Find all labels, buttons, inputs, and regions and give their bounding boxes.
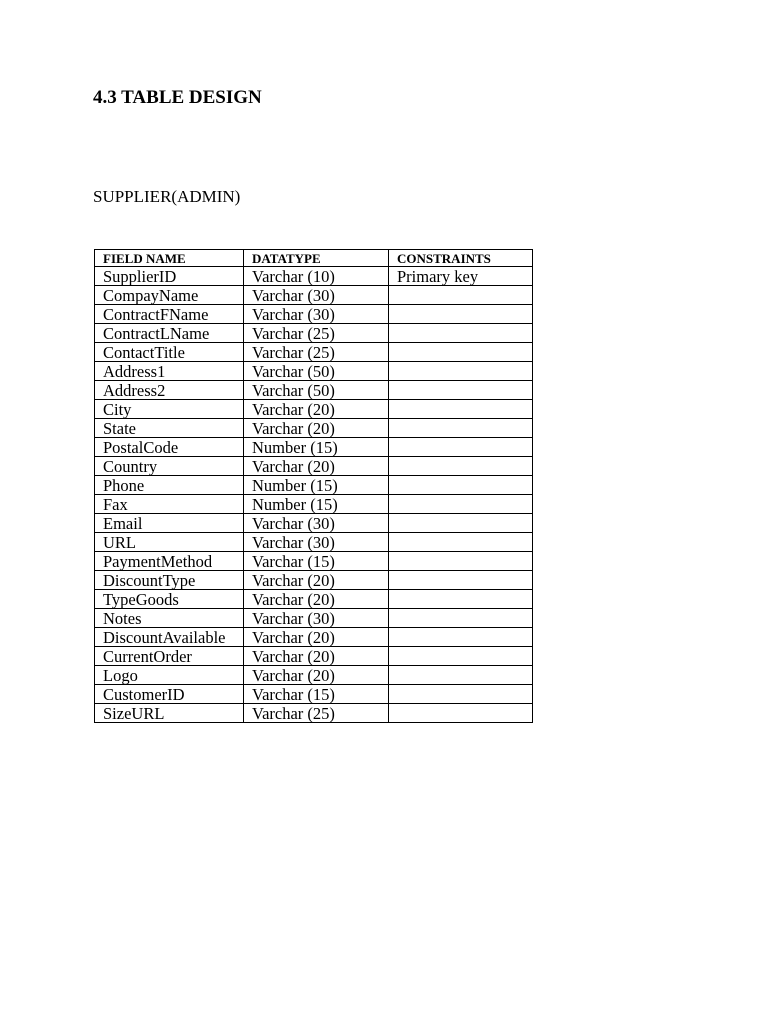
field-name-cell: PostalCode [95, 438, 244, 457]
datatype-cell: Varchar (30) [244, 305, 389, 324]
datatype-cell: Varchar (30) [244, 609, 389, 628]
field-name-cell: Country [95, 457, 244, 476]
datatype-cell: Varchar (30) [244, 533, 389, 552]
supplier-table [94, 249, 533, 723]
table-row [95, 552, 533, 571]
datatype-cell: Varchar (20) [244, 590, 389, 609]
table-row [95, 438, 533, 457]
field-name-cell: CompayName [95, 286, 244, 305]
constraint-cell [389, 286, 533, 305]
field-name-cell: DiscountAvailable [95, 628, 244, 647]
table-header-row [95, 250, 533, 267]
table-row [95, 609, 533, 628]
field-name-cell: CurrentOrder [95, 647, 244, 666]
constraint-cell [389, 647, 533, 666]
datatype-cell: Varchar (20) [244, 571, 389, 590]
header-constraints: CONSTRAINTS [389, 250, 533, 267]
field-name-cell: ContractLName [95, 324, 244, 343]
table-row [95, 476, 533, 495]
table-row [95, 324, 533, 343]
datatype-cell: Varchar (15) [244, 552, 389, 571]
field-name-cell: Notes [95, 609, 244, 628]
datatype-cell: Varchar (20) [244, 628, 389, 647]
table-row [95, 381, 533, 400]
datatype-cell: Varchar (50) [244, 381, 389, 400]
table-row [95, 628, 533, 647]
table-row [95, 362, 533, 381]
constraint-cell [389, 381, 533, 400]
datatype-cell: Varchar (30) [244, 514, 389, 533]
table-caption: SUPPLIER(ADMIN) [93, 187, 241, 206]
field-name-cell: DiscountType [95, 571, 244, 590]
field-name-cell: State [95, 419, 244, 438]
constraint-cell [389, 305, 533, 324]
datatype-cell: Varchar (25) [244, 324, 389, 343]
constraint-cell: Primary key [389, 267, 533, 286]
table-row [95, 267, 533, 286]
table-row [95, 305, 533, 324]
header-field-name: FIELD NAME [95, 250, 244, 267]
table-row [95, 704, 533, 723]
header-datatype: DATATYPE [244, 250, 389, 267]
field-name-cell: URL [95, 533, 244, 552]
datatype-cell: Varchar (50) [244, 362, 389, 381]
field-name-cell: Address2 [95, 381, 244, 400]
constraint-cell [389, 571, 533, 590]
table-row [95, 419, 533, 438]
field-name-cell: ContractFName [95, 305, 244, 324]
table-row [95, 685, 533, 704]
constraint-cell [389, 685, 533, 704]
datatype-cell: Number (15) [244, 476, 389, 495]
datatype-cell: Varchar (20) [244, 457, 389, 476]
constraint-cell [389, 609, 533, 628]
table-row [95, 647, 533, 666]
datatype-cell: Number (15) [244, 438, 389, 457]
datatype-cell: Varchar (10) [244, 267, 389, 286]
field-name-cell: Fax [95, 495, 244, 514]
field-name-cell: PaymentMethod [95, 552, 244, 571]
table-row [95, 514, 533, 533]
section-heading: 4.3 TABLE DESIGN [93, 87, 262, 108]
table-row [95, 495, 533, 514]
constraint-cell [389, 552, 533, 571]
field-name-cell: CustomerID [95, 685, 244, 704]
field-name-cell: Address1 [95, 362, 244, 381]
constraint-cell [389, 419, 533, 438]
constraint-cell [389, 704, 533, 723]
datatype-cell: Number (15) [244, 495, 389, 514]
table-row [95, 343, 533, 362]
constraint-cell [389, 362, 533, 381]
table-row [95, 590, 533, 609]
field-name-cell: City [95, 400, 244, 419]
constraint-cell [389, 628, 533, 647]
datatype-cell: Varchar (20) [244, 666, 389, 685]
constraint-cell [389, 533, 533, 552]
constraint-cell [389, 438, 533, 457]
constraint-cell [389, 324, 533, 343]
constraint-cell [389, 400, 533, 419]
constraint-cell [389, 476, 533, 495]
constraint-cell [389, 590, 533, 609]
datatype-cell: Varchar (20) [244, 400, 389, 419]
field-name-cell: Logo [95, 666, 244, 685]
table-row [95, 666, 533, 685]
constraint-cell [389, 495, 533, 514]
constraint-cell [389, 457, 533, 476]
constraint-cell [389, 666, 533, 685]
table-row [95, 457, 533, 476]
datatype-cell: Varchar (20) [244, 419, 389, 438]
field-name-cell: ContactTitle [95, 343, 244, 362]
datatype-cell: Varchar (20) [244, 647, 389, 666]
table-row [95, 286, 533, 305]
constraint-cell [389, 514, 533, 533]
datatype-cell: Varchar (25) [244, 704, 389, 723]
datatype-cell: Varchar (15) [244, 685, 389, 704]
table-row [95, 533, 533, 552]
field-name-cell: SupplierID [95, 267, 244, 286]
field-name-cell: Phone [95, 476, 244, 495]
table-row [95, 571, 533, 590]
datatype-cell: Varchar (30) [244, 286, 389, 305]
datatype-cell: Varchar (25) [244, 343, 389, 362]
field-name-cell: Email [95, 514, 244, 533]
field-name-cell: TypeGoods [95, 590, 244, 609]
table-row [95, 400, 533, 419]
field-name-cell: SizeURL [95, 704, 244, 723]
constraint-cell [389, 343, 533, 362]
